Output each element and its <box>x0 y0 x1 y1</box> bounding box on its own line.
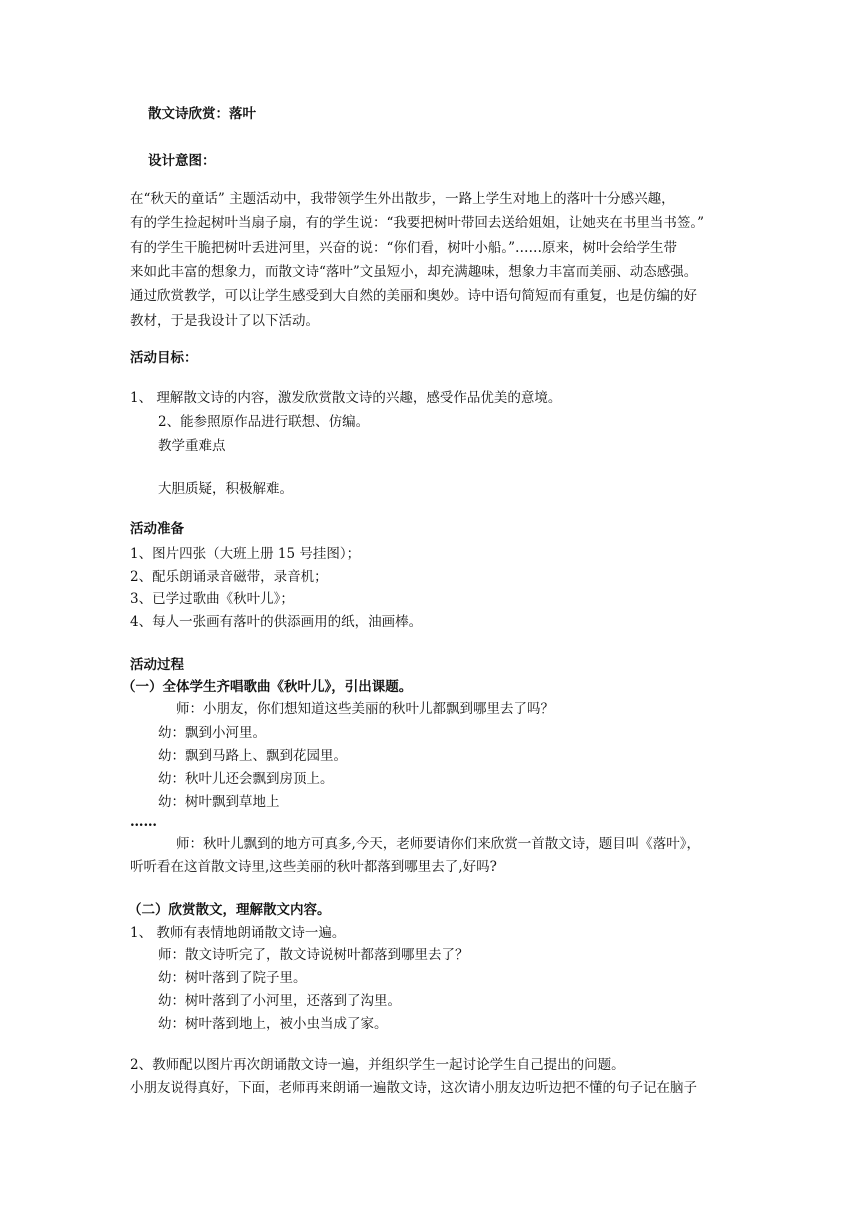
child-answer: 幼：树叶落到了院子里。 <box>158 970 307 986</box>
paragraph-line: 小朋友说得真好，下面，老师再来朗诵一遍散文诗，这次请小朋友边听边把不懂的句子记在脑子 <box>130 1080 697 1096</box>
child-answer: 幼：飘到小河里。 <box>158 725 266 741</box>
paragraph-line: 通过欣赏教学，可以让学生感受到大自然的美丽和奥妙。诗中语句简短而有重复，也是仿编的好 <box>130 288 697 304</box>
prep-item: 3、已学过歌曲《秋叶儿》； <box>130 591 294 607</box>
teacher-question: 师：散文诗听完了，散文诗说树叶都落到哪里去了？ <box>158 947 469 963</box>
design-intent-heading: 设计意图： <box>148 153 216 169</box>
paragraph-line: 来如此丰富的想象力，而散文诗“落叶”文虽短小，却充满趣味，想象力丰富而美丽、动态感强。 <box>130 264 698 280</box>
prep-heading: 活动准备 <box>130 521 184 537</box>
part1-heading: （一）全体学生齐唱歌曲《秋叶儿》，引出课题。 <box>122 679 413 695</box>
prep-item: 4、每人一张画有落叶的供添画用的纸，油画棒。 <box>130 614 423 630</box>
prep-item: 1、图片四张（大班上册 15 号挂图）； <box>130 546 361 562</box>
goal-item: 1、 理解散文诗的内容，激发欣赏散文诗的兴趣，感受作品优美的意境。 <box>130 390 562 406</box>
teacher-line: 师：秋叶儿飘到的地方可真多,今天，老师要请你们来欣赏一首散文诗，题目叫《落叶》， <box>176 836 701 852</box>
teacher-question: 师：小朋友，你们想知道这些美丽的秋叶儿都飘到哪里去了吗？ <box>176 701 554 717</box>
child-answer: 幼：树叶落到地上，被小虫当成了家。 <box>158 1016 388 1032</box>
page-title: 散文诗欣赏：落叶 <box>148 106 256 122</box>
key-points-text: 大胆质疑，积极解难。 <box>158 481 293 497</box>
paragraph-line: 教材，于是我设计了以下活动。 <box>130 313 319 329</box>
paragraph-line: 有的学生干脆把树叶丢进河里，兴奋的说：“你们看，树叶小船。”……原来，树叶会给学生带 <box>130 240 678 256</box>
step-item: 1、 教师有表情地朗诵散文诗一遍。 <box>130 925 346 941</box>
ellipsis: …… <box>130 814 157 830</box>
part2-heading: （二）欣赏散文，理解散文内容。 <box>128 902 331 918</box>
paragraph-line: 在“秋天的童话” 主题活动中，我带领学生外出散步，一路上学生对地上的落叶十分感兴趣， <box>130 191 675 207</box>
goals-heading: 活动目标： <box>130 350 198 366</box>
child-answer: 幼：飘到马路上、飘到花园里。 <box>158 748 347 764</box>
teacher-line: 听听看在这首散文诗里,这些美丽的秋叶都落到哪里去了,好吗? <box>130 859 497 875</box>
paragraph-line: 有的学生捡起树叶当扇子扇，有的学生说：“我要把树叶带回去送给姐姐，让她夹在书里当书签。” <box>130 215 705 231</box>
child-answer: 幼：树叶落到了小河里，还落到了沟里。 <box>158 993 401 1009</box>
step-item: 2、教师配以图片再次朗诵散文诗一遍，并组织学生一起讨论学生自己提出的问题。 <box>130 1057 625 1073</box>
key-points-label: 教学重难点 <box>158 438 226 454</box>
goal-item: 2、能参照原作品进行联想、仿编。 <box>158 414 370 430</box>
prep-item: 2、配乐朗诵录音磁带，录音机； <box>130 569 328 585</box>
child-answer: 幼：秋叶儿还会飘到房顶上。 <box>158 771 334 787</box>
child-answer: 幼：树叶飘到草地上 <box>158 794 280 810</box>
process-heading: 活动过程 <box>130 657 184 673</box>
